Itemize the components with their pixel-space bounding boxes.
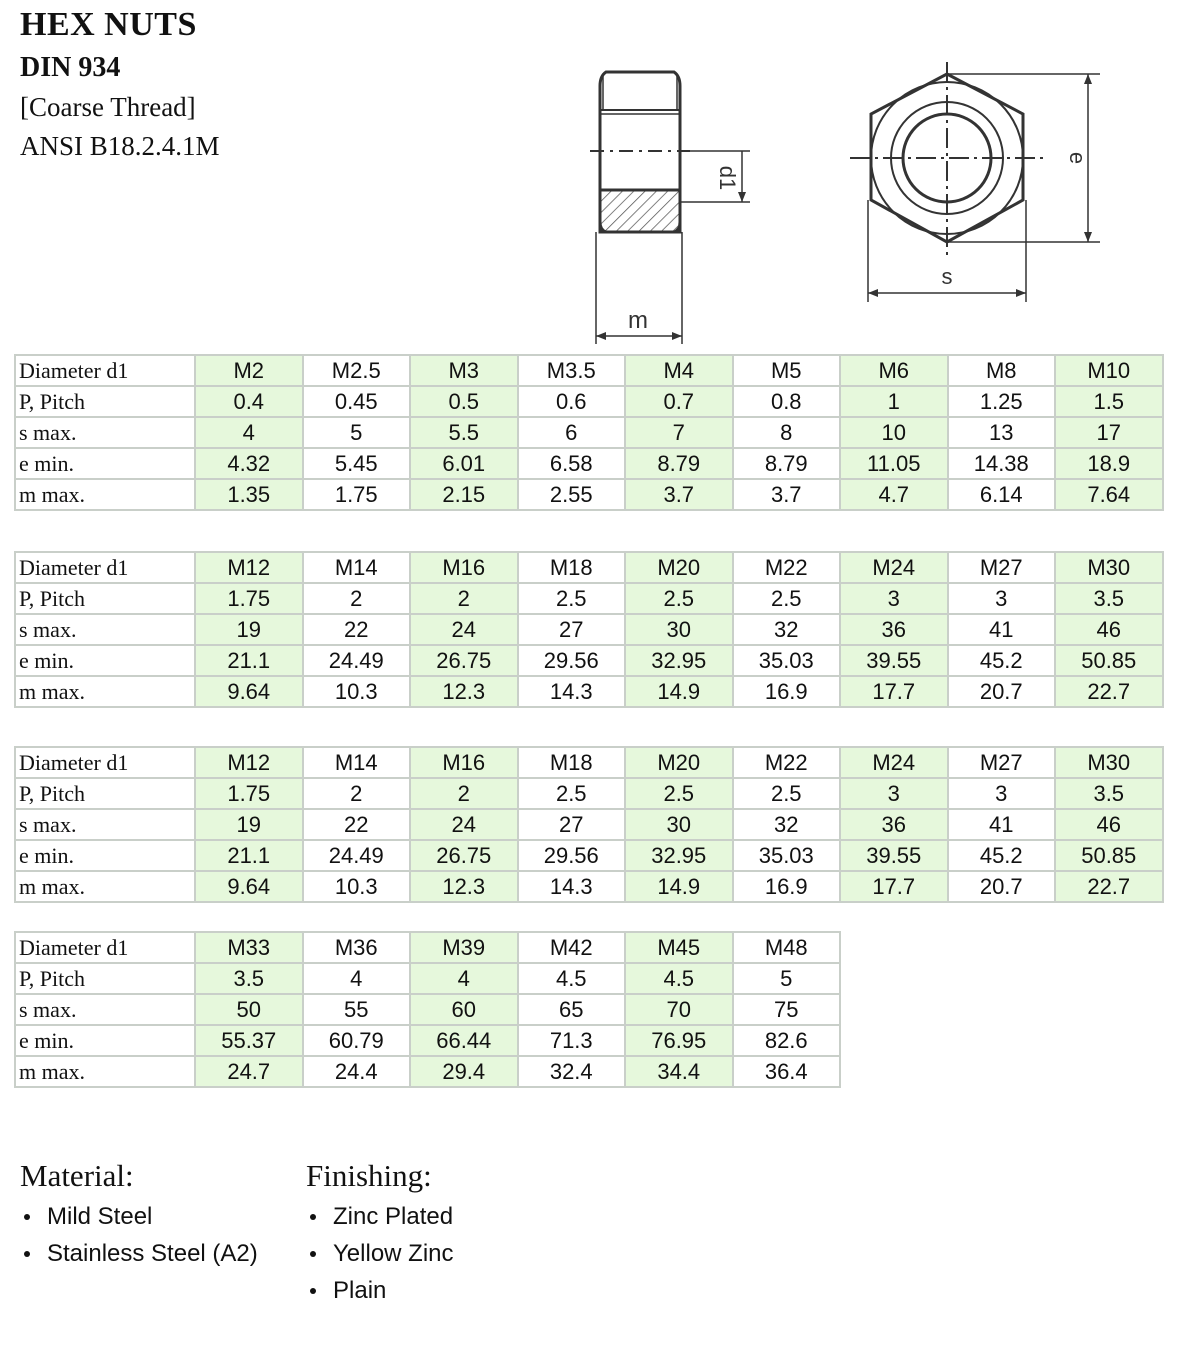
standard-label: DIN 934: [20, 52, 121, 83]
table-cell: M33: [195, 932, 303, 963]
table-row: [15, 994, 840, 1025]
table-cell: 6.01: [410, 448, 518, 479]
table-cell: 3.7: [625, 479, 733, 510]
table-row: [15, 417, 1163, 448]
table-cell: 70: [625, 994, 733, 1025]
table-row: [15, 386, 1163, 417]
table-cell: 65: [518, 994, 626, 1025]
material-item-label: Mild Steel: [47, 1203, 153, 1230]
row-label: Diameter d1: [15, 932, 195, 963]
table-cell: 12.3: [410, 871, 518, 902]
table-cell: 24.49: [303, 840, 411, 871]
table-cell: 16.9: [733, 871, 841, 902]
table-cell: 22: [303, 809, 411, 840]
table-cell: 4.5: [625, 963, 733, 994]
table-cell: 5.5: [410, 417, 518, 448]
table-cell: M36: [303, 932, 411, 963]
table-cell: 27: [518, 809, 626, 840]
table-cell: 36: [840, 614, 948, 645]
table-row: [15, 676, 1163, 707]
table-cell: 50: [195, 994, 303, 1025]
table-cell: 3.5: [1055, 778, 1163, 809]
table-cell: 14.3: [518, 676, 626, 707]
table-cell: M3: [410, 355, 518, 386]
table-cell: M16: [410, 747, 518, 778]
table-cell: 2.5: [625, 583, 733, 614]
table-cell: M3.5: [518, 355, 626, 386]
table-cell: 11.05: [840, 448, 948, 479]
table-cell: 10.3: [303, 871, 411, 902]
table-cell: 21.1: [195, 645, 303, 676]
row-label: Diameter d1: [15, 747, 195, 778]
table-cell: 35.03: [733, 645, 841, 676]
table-cell: M5: [733, 355, 841, 386]
table-cell: M12: [195, 747, 303, 778]
finishing-item: [306, 1203, 454, 1231]
table-cell: 7: [625, 417, 733, 448]
table-cell: M30: [1055, 747, 1163, 778]
table-cell: M10: [1055, 355, 1163, 386]
finishing-item-label: Zinc Plated: [333, 1203, 454, 1230]
table-cell: M18: [518, 747, 626, 778]
table-cell: 4.7: [840, 479, 948, 510]
row-label: P, Pitch: [15, 778, 195, 809]
table-cell: 46: [1055, 614, 1163, 645]
table-row: [15, 1025, 840, 1056]
table-cell: 17.7: [840, 676, 948, 707]
table-cell: 2.55: [518, 479, 626, 510]
table-cell: 2.5: [518, 778, 626, 809]
table-cell: 55.37: [195, 1025, 303, 1056]
table-cell: 2: [303, 778, 411, 809]
bullet-icon: [24, 1251, 30, 1257]
table-cell: M12: [195, 552, 303, 583]
table-row: [15, 552, 1163, 583]
table-cell: M20: [625, 552, 733, 583]
material-title: Material:: [20, 1158, 134, 1193]
table-cell: M48: [733, 932, 841, 963]
table-cell: 18.9: [1055, 448, 1163, 479]
d1-dimension-label: d1: [715, 165, 740, 191]
row-label: e min.: [15, 448, 195, 479]
table-cell: 2.5: [733, 583, 841, 614]
table-cell: 1.35: [195, 479, 303, 510]
table-cell: 26.75: [410, 840, 518, 871]
row-label: s max.: [15, 994, 195, 1025]
bullet-icon: [24, 1214, 30, 1220]
table-cell: 8: [733, 417, 841, 448]
e-dimension-label: e: [1065, 151, 1090, 165]
table-cell: 8.79: [733, 448, 841, 479]
table-row: [15, 448, 1163, 479]
row-label: P, Pitch: [15, 963, 195, 994]
row-label: s max.: [15, 809, 195, 840]
table-cell: 35.03: [733, 840, 841, 871]
table-cell: 20.7: [948, 871, 1056, 902]
table-cell: M14: [303, 552, 411, 583]
table-cell: 55: [303, 994, 411, 1025]
row-label: e min.: [15, 645, 195, 676]
table-cell: 14.9: [625, 676, 733, 707]
table-row: [15, 583, 1163, 614]
table-cell: 50.85: [1055, 645, 1163, 676]
bullet-icon: [310, 1251, 316, 1257]
table-cell: M45: [625, 932, 733, 963]
table-cell: 2: [410, 583, 518, 614]
table-cell: 39.55: [840, 840, 948, 871]
table-cell: 32.95: [625, 645, 733, 676]
table-cell: 32.4: [518, 1056, 626, 1087]
bullet-icon: [310, 1214, 316, 1220]
table-cell: 24.7: [195, 1056, 303, 1087]
table-cell: 1.25: [948, 386, 1056, 417]
table-row: [15, 614, 1163, 645]
table-cell: 4.5: [518, 963, 626, 994]
table-cell: 22.7: [1055, 871, 1163, 902]
table-cell: 30: [625, 809, 733, 840]
table-cell: M16: [410, 552, 518, 583]
m-dimension-label: m: [628, 307, 648, 334]
table-cell: 24.4: [303, 1056, 411, 1087]
table-row: [15, 778, 1163, 809]
table-cell: 75: [733, 994, 841, 1025]
table-cell: 29.56: [518, 645, 626, 676]
table-cell: 66.44: [410, 1025, 518, 1056]
table-row: [15, 355, 1163, 386]
table-cell: 1: [840, 386, 948, 417]
table-cell: 0.7: [625, 386, 733, 417]
table-cell: 13: [948, 417, 1056, 448]
table-cell: M20: [625, 747, 733, 778]
table-cell: 17.7: [840, 871, 948, 902]
table-cell: M14: [303, 747, 411, 778]
table-row: [15, 840, 1163, 871]
top-view: [850, 62, 1100, 302]
table-cell: 45.2: [948, 645, 1056, 676]
table-cell: 9.64: [195, 871, 303, 902]
table-cell: 2: [303, 583, 411, 614]
table-cell: 21.1: [195, 840, 303, 871]
finishing-item: [306, 1277, 454, 1305]
row-label: e min.: [15, 840, 195, 871]
table-cell: 1.75: [195, 778, 303, 809]
table-cell: 3: [840, 583, 948, 614]
table-cell: 2.5: [625, 778, 733, 809]
table-cell: 6.14: [948, 479, 1056, 510]
table-cell: 5.45: [303, 448, 411, 479]
side-view: [590, 72, 750, 344]
material-item: [20, 1203, 258, 1231]
table-cell: 45.2: [948, 840, 1056, 871]
table-row: [15, 809, 1163, 840]
spec-table: [14, 551, 1164, 708]
table-cell: 3.7: [733, 479, 841, 510]
table-cell: M27: [948, 552, 1056, 583]
table-cell: 26.75: [410, 645, 518, 676]
table-cell: 9.64: [195, 676, 303, 707]
table-cell: 8.79: [625, 448, 733, 479]
table-cell: 4.32: [195, 448, 303, 479]
table-cell: 3: [948, 583, 1056, 614]
bullet-icon: [310, 1288, 316, 1294]
table-cell: 20.7: [948, 676, 1056, 707]
table-row: [15, 932, 840, 963]
table-cell: 3: [948, 778, 1056, 809]
table-cell: 32: [733, 809, 841, 840]
table-cell: 4: [303, 963, 411, 994]
table-row: [15, 871, 1163, 902]
table-cell: M24: [840, 552, 948, 583]
table-cell: 4: [195, 417, 303, 448]
table-cell: 24: [410, 809, 518, 840]
table-cell: 60.79: [303, 1025, 411, 1056]
material-item: [20, 1240, 258, 1268]
table-cell: M39: [410, 932, 518, 963]
table-cell: 1.75: [195, 583, 303, 614]
table-cell: M18: [518, 552, 626, 583]
table-cell: 2.15: [410, 479, 518, 510]
table-row: [15, 747, 1163, 778]
table-cell: 22: [303, 614, 411, 645]
table-cell: M30: [1055, 552, 1163, 583]
page-title: HEX NUTS: [20, 6, 197, 43]
table-cell: 0.5: [410, 386, 518, 417]
table-cell: 0.6: [518, 386, 626, 417]
table-cell: M4: [625, 355, 733, 386]
table-cell: 1.5: [1055, 386, 1163, 417]
table-cell: 3.5: [195, 963, 303, 994]
table-cell: M22: [733, 552, 841, 583]
table-cell: 32: [733, 614, 841, 645]
table-cell: M2.5: [303, 355, 411, 386]
table-cell: 36: [840, 809, 948, 840]
row-label: s max.: [15, 614, 195, 645]
table-cell: 5: [303, 417, 411, 448]
finishing-item-label: Plain: [333, 1277, 387, 1304]
table-cell: 36.4: [733, 1056, 841, 1087]
spec-table: [14, 746, 1164, 903]
table-cell: 27: [518, 614, 626, 645]
table-cell: 16.9: [733, 676, 841, 707]
row-label: Diameter d1: [15, 552, 195, 583]
table-cell: 1.75: [303, 479, 411, 510]
table-cell: 29.4: [410, 1056, 518, 1087]
thread-label: [Coarse Thread]: [20, 92, 196, 122]
row-label: m max.: [15, 479, 195, 510]
table-cell: M2: [195, 355, 303, 386]
table-cell: 3.5: [1055, 583, 1163, 614]
table-cell: 41: [948, 614, 1056, 645]
table-cell: 14.38: [948, 448, 1056, 479]
table-cell: 10.3: [303, 676, 411, 707]
table-cell: 12.3: [410, 676, 518, 707]
table-cell: 17: [1055, 417, 1163, 448]
table-cell: 5: [733, 963, 841, 994]
table-cell: M8: [948, 355, 1056, 386]
table-cell: 50.85: [1055, 840, 1163, 871]
spec-table: [14, 931, 841, 1088]
table-cell: M24: [840, 747, 948, 778]
table-cell: 0.8: [733, 386, 841, 417]
table-cell: 10: [840, 417, 948, 448]
material-item-label: Stainless Steel (A2): [47, 1240, 258, 1267]
table-cell: 29.56: [518, 840, 626, 871]
table-row: [15, 645, 1163, 676]
ansi-label: ANSI B18.2.4.1M: [20, 131, 220, 161]
table-cell: 46: [1055, 809, 1163, 840]
table-cell: 14.9: [625, 871, 733, 902]
finishing-item-label: Yellow Zinc: [333, 1240, 454, 1267]
s-dimension-label: s: [941, 264, 953, 289]
row-label: m max.: [15, 676, 195, 707]
finishing-item: [306, 1240, 454, 1268]
table-cell: 6: [518, 417, 626, 448]
table-cell: 32.95: [625, 840, 733, 871]
table-row: [15, 479, 1163, 510]
table-cell: 7.64: [1055, 479, 1163, 510]
table-cell: M27: [948, 747, 1056, 778]
table-cell: M6: [840, 355, 948, 386]
table-cell: 0.4: [195, 386, 303, 417]
table-cell: 2.5: [733, 778, 841, 809]
table-cell: M42: [518, 932, 626, 963]
table-cell: 82.6: [733, 1025, 841, 1056]
row-label: m max.: [15, 871, 195, 902]
table-cell: 6.58: [518, 448, 626, 479]
row-label: m max.: [15, 1056, 195, 1087]
table-row: [15, 1056, 840, 1087]
table-cell: 4: [410, 963, 518, 994]
table-cell: 41: [948, 809, 1056, 840]
table-cell: 0.45: [303, 386, 411, 417]
table-cell: 2: [410, 778, 518, 809]
spec-table: [14, 354, 1164, 511]
table-cell: 22.7: [1055, 676, 1163, 707]
table-cell: M22: [733, 747, 841, 778]
row-label: P, Pitch: [15, 583, 195, 614]
table-cell: 14.3: [518, 871, 626, 902]
table-cell: 2.5: [518, 583, 626, 614]
table-cell: 24: [410, 614, 518, 645]
table-cell: 19: [195, 809, 303, 840]
table-cell: 60: [410, 994, 518, 1025]
finishing-section: [306, 1158, 454, 1305]
table-cell: 19: [195, 614, 303, 645]
hex-nut-drawing: [570, 62, 1130, 352]
finishing-title: Finishing:: [306, 1158, 432, 1193]
row-label: Diameter d1: [15, 355, 195, 386]
row-label: P, Pitch: [15, 386, 195, 417]
table-cell: 24.49: [303, 645, 411, 676]
table-row: [15, 963, 840, 994]
table-cell: 34.4: [625, 1056, 733, 1087]
table-cell: 76.95: [625, 1025, 733, 1056]
table-cell: 39.55: [840, 645, 948, 676]
row-label: s max.: [15, 417, 195, 448]
table-cell: 3: [840, 778, 948, 809]
material-section: [20, 1158, 258, 1268]
row-label: e min.: [15, 1025, 195, 1056]
table-cell: 71.3: [518, 1025, 626, 1056]
table-cell: 30: [625, 614, 733, 645]
